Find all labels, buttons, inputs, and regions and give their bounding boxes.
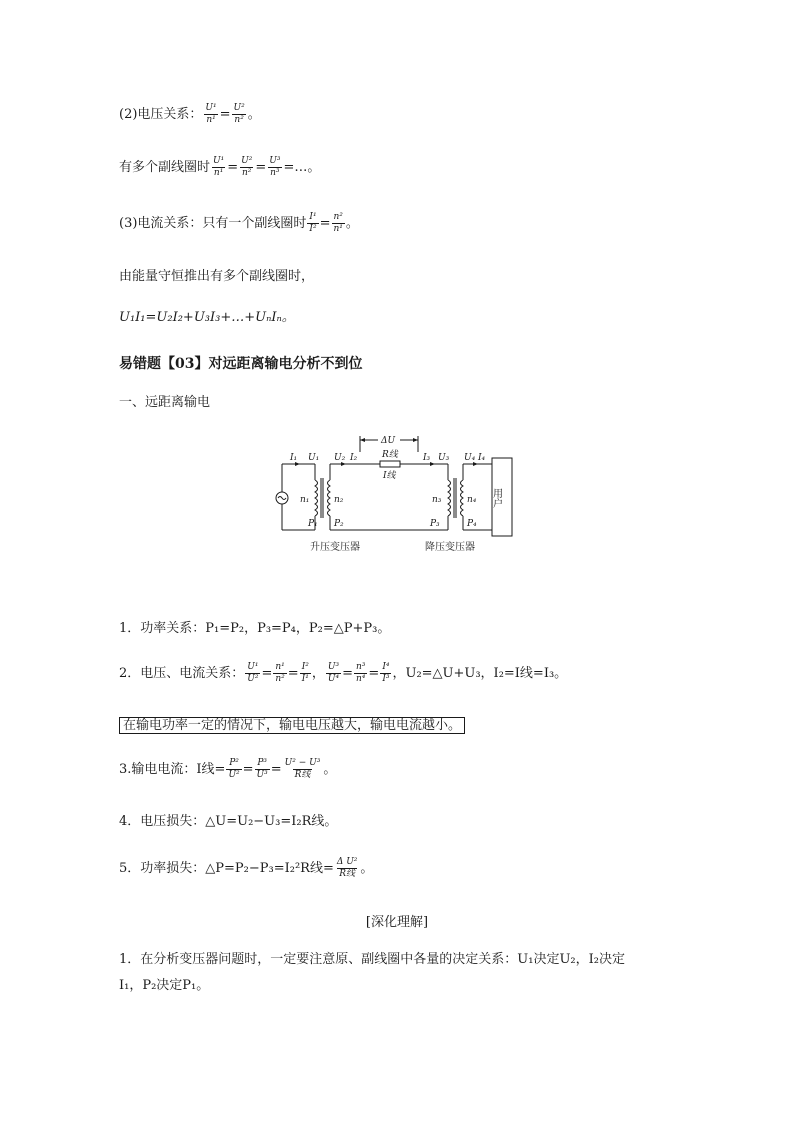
label-p4: P₄ [467,519,477,529]
fraction: $\frac{\text{n²}}{\text{n¹}}$ [333,212,343,234]
fraction: $\frac{\text{I²}}{\text{I¹}}$ [301,662,309,684]
label-n4: n₄ [467,495,477,505]
fraction: $\frac{\text{n¹}}{\text{n²}}$ [275,662,285,684]
fraction: $\frac{\text{U² − U³}}{\text{R线}}$ [284,758,321,780]
label-i4: I₄ [478,453,486,463]
fraction: $\frac{\text{P³}}{\text{U³}}$ [256,758,268,780]
current-relation-line: (3)电流关系：只有一个副线圈时 $\frac{\text{I¹}}{\text{I²}}$ = $\frac{\text{n²}}{\text{n¹}}$ 。 [119,212,359,234]
caption-step-down: 降压变压器 [425,542,475,553]
power-sum-equation: U₁I₁=U₂I₂+U₃I₃+…+UₙIₙ。 [119,310,295,325]
deepen-point-1-line1: 1．在分析变压器问题时，一定要注意原、副线圈中各量的决定关系：U₁决定U₂，I₂决定 [119,952,625,967]
fraction: $\frac{\text{U¹}}{\text{n¹}}$ [213,156,225,178]
fraction: $\frac{\text{U³}}{\text{n³}}$ [269,156,281,178]
section-heading: 易错题【03】对远距离输电分析不到位 [119,356,363,372]
power-relation-line: 1．功率关系：P₁=P₂，P₃=P₄，P₂=△P+P₃。 [119,621,391,636]
deepen-point-1-line2: I₁，P₂决定P₁。 [119,978,210,993]
fraction: $\frac{\text{Δ U²}}{\text{R线}}$ [336,857,358,879]
highlighted-note [119,717,465,734]
voltage-relation-line: (2)电压关系： $\frac{\text{U¹}}{\text{n¹}}$ = $\frac{\text{U²}}{\text{n²}}$ 。 [119,103,261,125]
note-box: 在输电功率一定的情况下，输电电压越大，输电电流越小。 [119,717,465,734]
voltage-loss-line: 4．电压损失：△U=U₂−U₃=I₂R线。 [119,814,338,829]
label-u1: U₁ [308,453,320,463]
fraction: $\frac{\text{I¹}}{\text{I²}}$ [309,212,317,234]
label-u3: U₃ [438,453,450,463]
label-p3: P₃ [430,519,440,529]
transmission-current-line: 3.输电电流：I线= $\frac{\text{P²}}{\text{U²}}$ = $\frac{\text{P³}}{\text{U³}}$ = $\frac{\text{U² − U³}}{\text{R线}}$ 。 [119,758,337,780]
label-n1: n₁ [300,495,310,505]
label-delta-u: ΔU [381,436,396,446]
power-loss-line: 5．功率损失：△P=P₂−P₃=I₂²R线= $\frac{\text{Δ U²}}{\text{R线}}$ 。 [119,857,374,879]
label-i-line: I线 [383,471,396,481]
label-i2: I₂ [350,453,358,463]
subsection-title: 一、远距离输电 [119,395,211,410]
fraction: $\frac{\text{U²}}{\text{n²}}$ [241,156,253,178]
caption-step-up: 升压变压器 [310,542,360,553]
deepen-understanding-title: [深化理解] [365,915,429,930]
fraction: $\frac{\text{U¹}}{\text{U²}}$ [247,662,259,684]
fraction: $\frac{\text{U¹}}{\text{n¹}}$ [205,103,217,125]
label-i1: I₁ [290,453,298,463]
fraction: $\frac{\text{n³}}{\text{n⁴}}$ [356,662,366,684]
multi-coil-voltage-line: 有多个副线圈时 $\frac{\text{U¹}}{\text{n¹}}$ = $\frac{\text{U²}}{\text{n²}}$ = $\frac{\text{U³}}{\text{n³}}$ =…。 [119,156,321,178]
fraction: $\frac{\text{I⁴}}{\text{I³}}$ [382,662,390,684]
label-p1: P₁ [308,519,318,529]
voltage-current-relation-line: 2．电压、电流关系： $\frac{\text{U¹}}{\text{U²}}$ = $\frac{\text{n¹}}{\text{n²}}$ = $\frac{\text{I²}}{\text{I¹}}$ ， $\frac{\text{U³}}{\text{U⁴}}$ = $\frac{\text{n³}}{\text{n⁴}}$ = $\frac{\text{I⁴}}{\text{I³}}$ ，U₂=△U+U₃，I₂=I线=I₃。 [119,662,568,684]
fraction: $\frac{\text{U²}}{\text{n²}}$ [233,103,245,125]
fraction: $\frac{\text{P²}}{\text{U²}}$ [228,758,240,780]
label-p2: P₂ [334,519,344,529]
label-r-line: R线 [382,450,398,460]
label-n2: n₂ [334,495,344,505]
energy-conservation-line: 由能量守恒推出有多个副线圈时， [119,269,315,284]
transmission-circuit-diagram [270,430,520,555]
voltage-relation-label: (2)电压关系： [119,107,203,122]
fraction: $\frac{\text{U³}}{\text{U⁴}}$ [327,662,340,684]
label-u2: U₂ [334,453,346,463]
label-u4: U₄ [464,453,476,463]
label-n3: n₃ [432,495,442,505]
label-i3: I₃ [423,453,431,463]
label-user: 用户 [490,488,502,508]
